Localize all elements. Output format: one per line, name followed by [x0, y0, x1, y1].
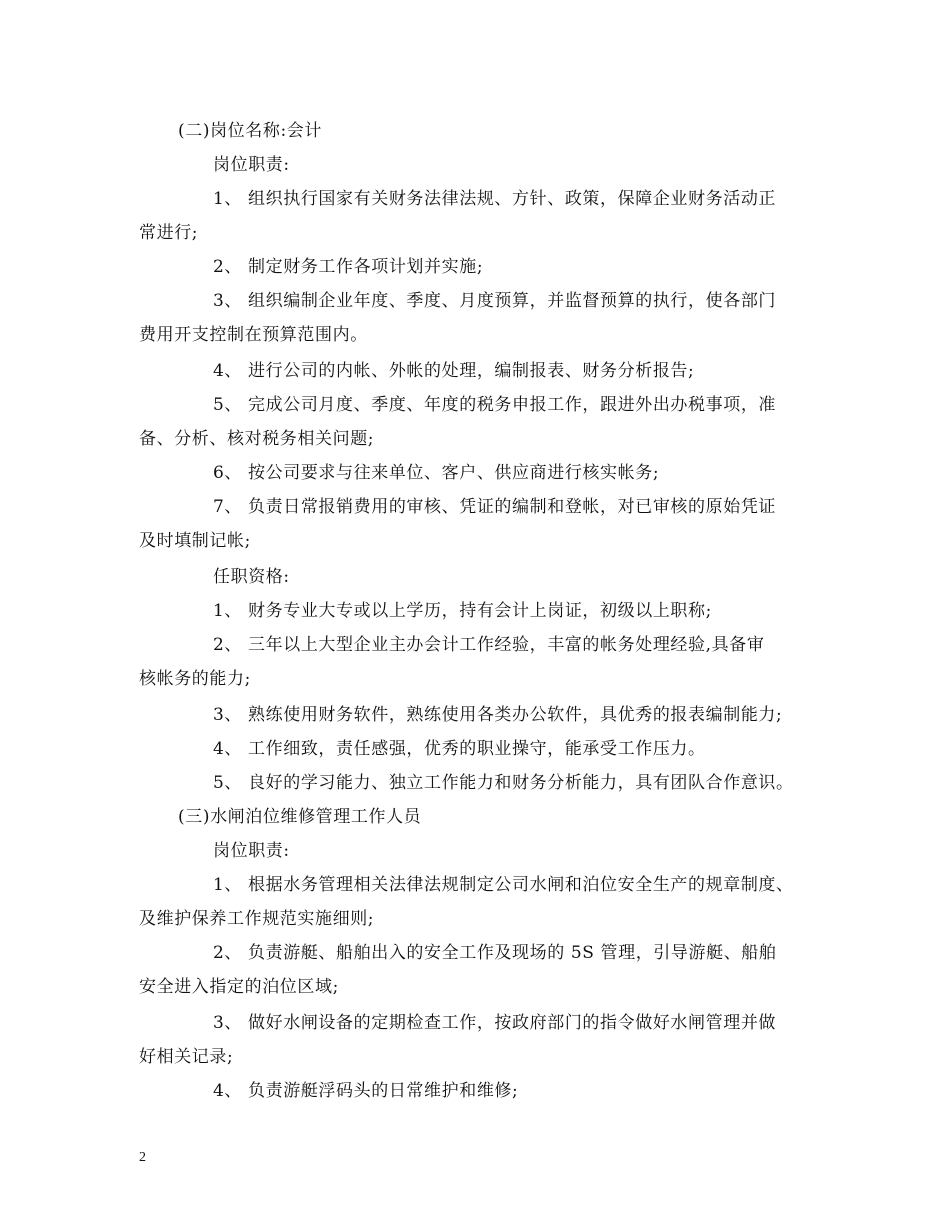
qualification-item-2: 2、 三年以上大型企业主办会计工作经验，丰富的帐务处理经验,具备审 — [213, 635, 765, 655]
duty-item-4: 4、 进行公司的内帐、外帐的处理，编制报表、财务分析报告; — [213, 361, 695, 381]
qualification-item-5: 5、 良好的学习能力、独立工作能力和财务分析能力，具有团队合作意识。 — [213, 773, 794, 793]
qualification-item-2-cont: 核帐务的能力; — [139, 669, 251, 689]
duty-item-5: 5、 完成公司月度、季度、年度的税务申报工作，跟进外出办税事项，准 — [213, 395, 777, 415]
section-heading-accountant: (二)岗位名称:会计 — [178, 121, 322, 141]
qualification-item-3: 3、 熟练使用财务软件，熟练使用各类办公软件，具优秀的报表编制能力; — [213, 705, 783, 725]
duty-item-7: 7、 负责日常报销费用的审核、凭证的编制和登帐，对已审核的原始凭证 — [213, 497, 777, 517]
sluice-duty-item-2-cont: 安全进入指定的泊位区域; — [139, 977, 339, 997]
duty-item-6: 6、 按公司要求与往来单位、客户、供应商进行核实帐务; — [213, 463, 660, 483]
duty-item-3-cont: 费用开支控制在预算范围内。 — [139, 325, 368, 345]
duty-item-2: 2、 制定财务工作各项计划并实施; — [213, 257, 484, 277]
sluice-duty-item-1-cont: 及维护保养工作规范实施细则; — [139, 909, 375, 929]
sluice-duty-item-3-cont: 好相关记录; — [139, 1047, 234, 1067]
sluice-duty-item-2: 2、 负责游艇、船舶出入的安全工作及现场的 5S 管理，引导游艇、船舶 — [213, 943, 777, 963]
qualification-item-4: 4、 工作细致，责任感强，优秀的职业操守，能承受工作压力。 — [213, 739, 706, 759]
duty-item-3: 3、 组织编制企业年度、季度、月度预算，并监督预算的执行，使各部门 — [213, 291, 777, 311]
qualification-item-1: 1、 财务专业大专或以上学历，持有会计上岗证，初级以上职称; — [213, 601, 712, 621]
section-heading-sluice: (三)水闸泊位维修管理工作人员 — [178, 807, 422, 827]
subheading-duties: 岗位职责: — [213, 155, 290, 175]
duty-item-5-cont: 备、分析、核对税务相关问题; — [139, 429, 375, 449]
sluice-duty-item-3: 3、 做好水闸设备的定期检查工作，按政府部门的指令做好水闸管理并做 — [213, 1013, 777, 1033]
sluice-duty-item-4: 4、 负责游艇浮码头的日常维护和维修; — [213, 1081, 519, 1101]
duty-item-1-cont: 常进行; — [139, 223, 199, 243]
sluice-duty-item-1: 1、 根据水务管理相关法律法规制定公司水闸和泊位安全生产的规章制度、 — [213, 875, 794, 895]
subheading-qualifications: 任职资格: — [213, 567, 290, 587]
duty-item-1: 1、 组织执行国家有关财务法律法规、方针、政策，保障企业财务活动正 — [213, 189, 777, 209]
page-number: 2 — [139, 1150, 146, 1165]
duty-item-7-cont: 及时填制记帐; — [139, 531, 251, 551]
subheading-duties-2: 岗位职责: — [213, 841, 290, 861]
